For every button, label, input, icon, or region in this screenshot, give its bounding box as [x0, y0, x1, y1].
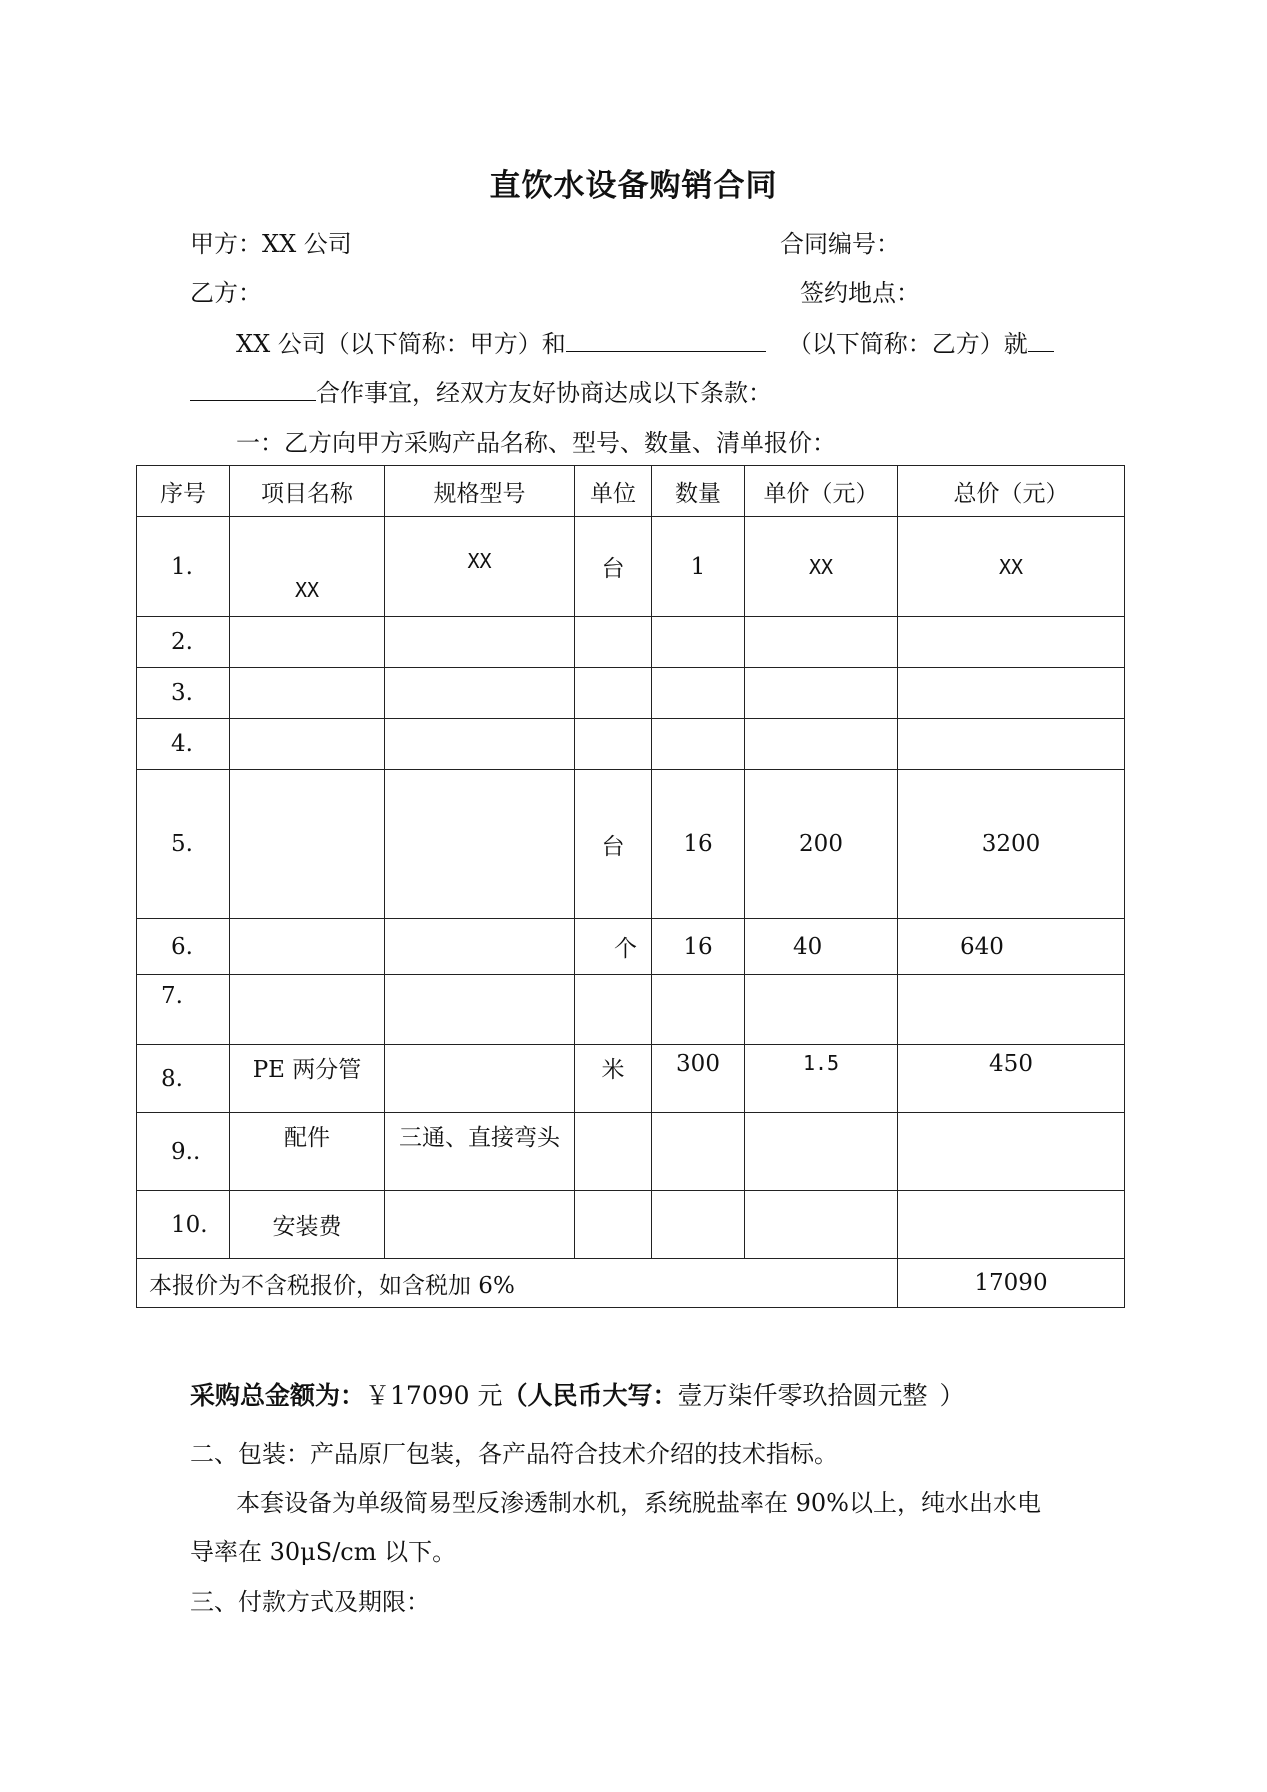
cell-qty [652, 1113, 745, 1191]
cell-qty [652, 668, 745, 719]
quote-table [136, 465, 1125, 1308]
cell-total [898, 668, 1125, 719]
table-row [137, 719, 1125, 770]
table-row [137, 919, 1125, 975]
party-a: 甲方：XX 公司 [190, 230, 352, 258]
cell-unit: 台 [575, 517, 652, 617]
cell-unit [575, 719, 652, 770]
matter-blank-2 [190, 376, 316, 401]
cell-price [745, 719, 898, 770]
cell-unit: 个 [575, 919, 652, 975]
header-unit: 单位 [575, 466, 652, 517]
cell-price: XX [745, 517, 898, 617]
cell-unit: 米 [575, 1045, 652, 1113]
cell-qty: 16 [652, 919, 745, 975]
cell-price [745, 1113, 898, 1191]
table-row [137, 668, 1125, 719]
cell-name: XX [230, 517, 385, 617]
cell-price [745, 617, 898, 668]
cell-spec [385, 668, 575, 719]
total-amount: ￥17090 元 [365, 1381, 503, 1410]
intro-text-b: （以下简称：乙方）就 [787, 330, 1028, 358]
total-amount-line [190, 1380, 965, 1412]
table-row [137, 1113, 1125, 1191]
table-row [137, 1191, 1125, 1259]
cell-seq: 3. [137, 668, 230, 719]
total-label: 采购总金额为： [190, 1381, 366, 1410]
cell-qty [652, 617, 745, 668]
cell-total: 3200 [898, 770, 1125, 919]
section-2-heading: 二、包装：产品原厂包装，各产品符合技术介绍的技术指标。 [190, 1440, 838, 1468]
intro-text-a: XX 公司（以下简称：甲方）和 [236, 330, 566, 358]
footer-total: 17090 [898, 1259, 1125, 1308]
section-1-heading: 一：乙方向甲方采购产品名称、型号、数量、清单报价： [236, 429, 836, 457]
cell-price: 200 [745, 770, 898, 919]
table-row [137, 770, 1125, 919]
cell-spec [385, 617, 575, 668]
cell-total [898, 1113, 1125, 1191]
intro-line-1 [236, 327, 1054, 360]
cell-name: PE 两分管 [230, 1045, 385, 1113]
cell-name [230, 617, 385, 668]
total-upper-value: 壹万柒仟零玖拾圆元整 [677, 1381, 928, 1410]
cell-seq: 4. [137, 719, 230, 770]
table-row [137, 517, 1125, 617]
cell-spec: 三通、直接弯头 [385, 1113, 575, 1191]
cell-seq: 8. [137, 1045, 230, 1113]
cell-seq: 6. [137, 919, 230, 975]
cell-name [230, 919, 385, 975]
cell-name [230, 770, 385, 919]
party-b-blank [566, 327, 766, 352]
cell-price: 40 [745, 919, 898, 975]
cell-unit [575, 1191, 652, 1259]
cell-qty: 300 [652, 1045, 745, 1113]
cell-seq: 1. [137, 517, 230, 617]
cell-price [745, 668, 898, 719]
cell-qty [652, 975, 745, 1045]
header-spec: 规格型号 [385, 466, 575, 517]
cell-name [230, 668, 385, 719]
cell-qty: 1 [652, 517, 745, 617]
total-upper-label: （人民币大写： [502, 1381, 678, 1410]
cell-unit [575, 975, 652, 1045]
header-qty: 数量 [652, 466, 745, 517]
cell-seq: 7. [137, 975, 230, 1045]
section-3-heading: 三、付款方式及期限： [190, 1588, 430, 1616]
cell-total [898, 1191, 1125, 1259]
contract-number-label: 合同编号： [780, 230, 900, 258]
cell-seq: 9.. [137, 1113, 230, 1191]
cell-unit [575, 668, 652, 719]
cell-total [898, 719, 1125, 770]
party-b: 乙方： [190, 279, 262, 307]
cell-total [898, 617, 1125, 668]
section-2-para-line-1: 本套设备为单级简易型反渗透制水机，系统脱盐率在 90%以上，纯水出水电 [236, 1489, 1041, 1517]
cell-total: 450 [898, 1045, 1125, 1113]
cell-spec [385, 1045, 575, 1113]
cell-unit [575, 617, 652, 668]
cell-name [230, 975, 385, 1045]
table-header-row [137, 466, 1125, 517]
cell-price [745, 1191, 898, 1259]
table-row [137, 975, 1125, 1045]
cell-seq: 10. [137, 1191, 230, 1259]
table-footer-row [137, 1259, 1125, 1308]
cell-spec [385, 1191, 575, 1259]
cell-qty [652, 719, 745, 770]
cell-spec [385, 975, 575, 1045]
intro-text-c: 合作事宜，经双方友好协商达成以下条款： [316, 379, 772, 407]
table-row [137, 617, 1125, 668]
intro-line-2 [190, 376, 772, 409]
total-close: ） [939, 1381, 965, 1410]
cell-spec [385, 770, 575, 919]
cell-qty [652, 1191, 745, 1259]
tax-note: 本报价为不含税报价，如含税加 6% [137, 1259, 898, 1308]
cell-spec [385, 719, 575, 770]
cell-name: 安装费 [230, 1191, 385, 1259]
cell-price [745, 975, 898, 1045]
cell-name [230, 719, 385, 770]
header-total: 总价（元） [898, 466, 1125, 517]
cell-unit [575, 1113, 652, 1191]
sign-place-label: 签约地点： [800, 279, 920, 307]
cell-unit: 台 [575, 770, 652, 919]
matter-blank-1 [1028, 327, 1054, 352]
cell-total: XX [898, 517, 1125, 617]
cell-seq: 5. [137, 770, 230, 919]
header-price: 单价（元） [745, 466, 898, 517]
header-seq: 序号 [137, 466, 230, 517]
cell-spec: XX [385, 517, 575, 617]
cell-seq: 2. [137, 617, 230, 668]
page-title: 直饮水设备购销合同 [489, 168, 778, 204]
cell-spec [385, 919, 575, 975]
cell-name: 配件 [230, 1113, 385, 1191]
cell-total [898, 975, 1125, 1045]
cell-total: 640 [898, 919, 1125, 975]
cell-price: 1.5 [745, 1045, 898, 1113]
cell-qty: 16 [652, 770, 745, 919]
header-name: 项目名称 [230, 466, 385, 517]
section-2-para-line-2: 导率在 30μS/cm 以下。 [190, 1538, 457, 1566]
table-row [137, 1045, 1125, 1113]
